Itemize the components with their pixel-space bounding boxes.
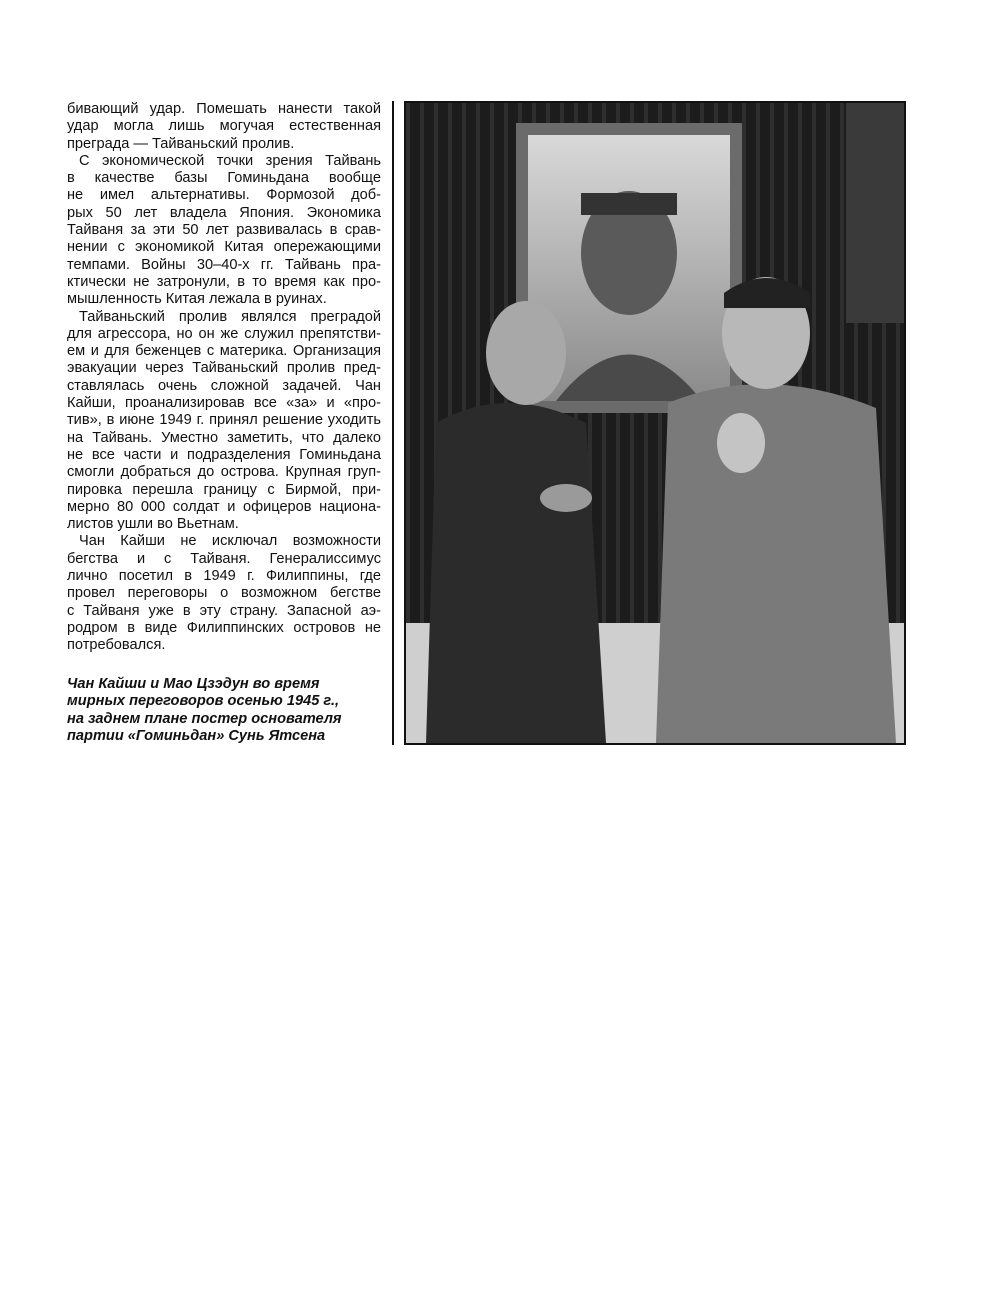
text-line: ктически не затронули, в то время как про- [67, 273, 381, 290]
text-line: смогли добраться до острова. Крупная груп- [67, 464, 381, 481]
paragraph-1 [67, 101, 381, 153]
text-line: ем и для беженцев с материка. Организация [67, 343, 381, 360]
text-line: эвакуации через Тайваньский пролив пред- [67, 360, 381, 377]
caption-line: Чан Кайши и Мао Цзэдун во время [67, 676, 320, 692]
column-divider [392, 101, 394, 745]
left-figure-hands [540, 484, 592, 512]
photo-caption [67, 676, 381, 745]
text-line: нении с экономикой Китая опережающими [67, 239, 381, 256]
text-line: Чан Кайши не исключал возможности [79, 533, 381, 550]
paragraph-2 [67, 153, 381, 309]
text-line: с Тайваня уже в эту страну. Запасной аэ- [67, 602, 381, 619]
text-line: удар могла лишь могучая естественная [67, 118, 381, 135]
text-line: С экономической точки зрения Тайвань [79, 152, 381, 169]
text-line: преграда — Тайваньский пролив. [67, 135, 295, 152]
historical-photo [404, 101, 906, 745]
text-line: для агрессора, но он же служил препятстви- [67, 325, 381, 342]
text-line: Тайваня за эти 50 лет развивалась в срав- [67, 222, 381, 239]
text-line: на Тайвань. Уместно заметить, что далеко [67, 429, 381, 446]
text-line: пировка перешла границу с Бирмой, при- [67, 481, 381, 498]
text-line: не все части и подразделения Гоминьдана [67, 446, 381, 463]
paragraph-3 [67, 309, 381, 534]
text-line: листов ушли во Вьетнам. [67, 516, 239, 533]
article-body-column [67, 101, 381, 655]
right-figure-body [656, 384, 896, 743]
text-line: бегства и с Тайваня. Генералиссимус [67, 550, 381, 567]
text-line: не имел альтернативы. Формозой доб- [67, 187, 381, 204]
paragraph-4 [67, 533, 381, 654]
text-line: лично посетил в 1949 г. Филиппины, где [67, 568, 381, 585]
text-line: тив», в июне 1949 г. принял решение уходить [67, 412, 381, 429]
text-line: бивающий удар. Помешать нанести такой [67, 101, 381, 117]
caption-line: на заднем плане постер основателя [67, 710, 342, 727]
caption-line: мирных переговоров осенью 1945 г., [67, 693, 340, 710]
photo-illustration [406, 103, 904, 743]
text-line: мышленность Китая лежала в руинах. [67, 291, 327, 308]
text-line: потребовался. [67, 637, 166, 654]
text-line: Кайши, проанализировав все «за» и «про- [67, 395, 381, 412]
text-line: мерно 80 000 солдат и офицеров национа- [67, 498, 381, 515]
text-line: темпами. Войны 30–40-х гг. Тайвань пра- [67, 256, 381, 273]
left-figure-head [486, 301, 566, 405]
text-line: родром в виде Филиппинских островов не [67, 619, 381, 636]
text-line: рых 50 лет владела Япония. Экономика [67, 204, 381, 221]
text-line: ставлялась очень сложной задачей. Чан [67, 377, 381, 394]
text-line: Тайваньский пролив являлся преградой [79, 308, 381, 325]
portrait-hair [581, 193, 677, 215]
left-figure-body [426, 403, 606, 743]
text-line: провел переговоры о возможном бегстве [67, 585, 381, 602]
right-figure-hands [717, 413, 765, 473]
text-line: в качестве базы Гоминьдана вообще [67, 170, 381, 187]
caption-line: партии «Гоминьдан» Сунь Ятсена [67, 727, 326, 744]
column-pillar [846, 103, 904, 323]
